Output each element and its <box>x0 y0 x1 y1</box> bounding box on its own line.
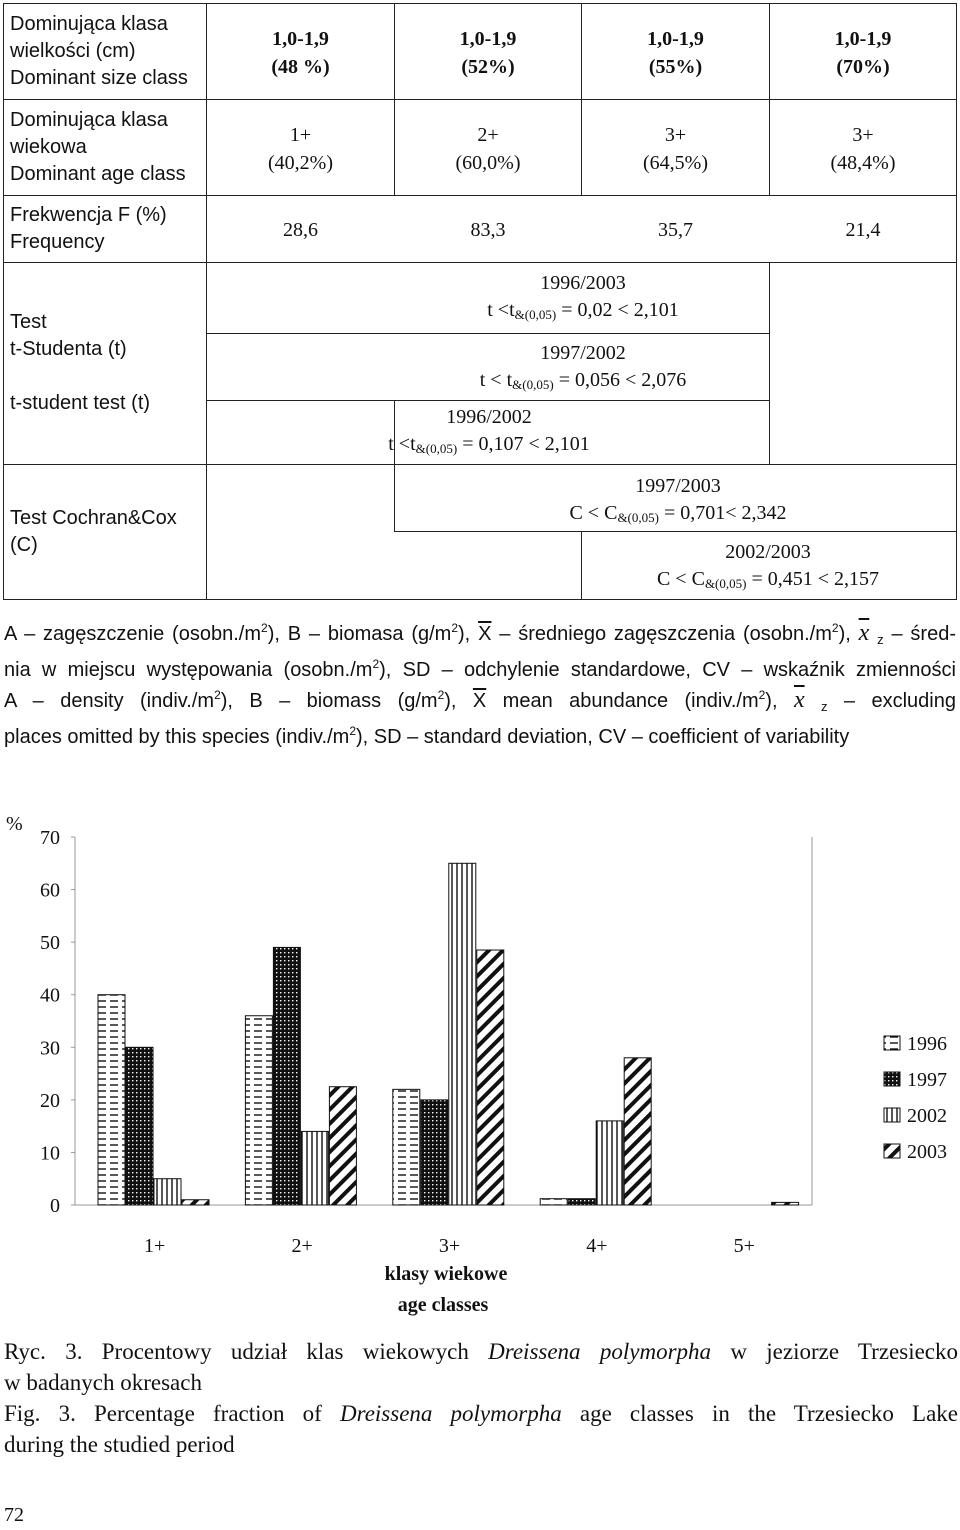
caption-pl-line: w badanych okresach <box>4 1370 202 1395</box>
bar-2003 <box>182 1200 209 1205</box>
age-class-cell: 3+ (64,5%) <box>643 124 708 174</box>
caption-en-line: Fig. 3. Percentage fraction of Dreissena polymorpha age classes in the Trzesiecko Lake <box>4 1401 959 1426</box>
bar-2002 <box>301 1131 328 1205</box>
legend-label-1997: 1997 <box>907 1069 947 1091</box>
legend-swatch-2003 <box>884 1144 900 1158</box>
bar-1996 <box>393 1089 420 1205</box>
caption-pl-line: Ryc. 3. Procentowy udział klas wiekowych Dreissena polymorpha w jeziorze Trzesiecko <box>4 1339 959 1364</box>
y-tick-label: 20 <box>40 1089 60 1112</box>
bar-1996 <box>98 995 125 1205</box>
bar-1996 <box>245 1016 272 1205</box>
y-unit-label: % <box>6 813 23 835</box>
row-label-size-class: Dominująca klasa wielkości (cm) Dominant size class <box>10 13 188 89</box>
age-class-cell: 3+ (48,4%) <box>830 124 896 174</box>
bar-2003 <box>477 950 504 1205</box>
bar-2002 <box>154 1179 181 1205</box>
x-tick-label: 3+ <box>438 1235 461 1257</box>
y-tick-label: 30 <box>40 1037 60 1060</box>
statistics-table <box>3 3 957 600</box>
size-class-cell: 1,0-1,9 (55%) <box>647 28 704 78</box>
x-axis-label-en: age classes <box>397 1294 489 1316</box>
frequency-cell: 28,6 <box>283 219 318 241</box>
y-tick-label: 60 <box>40 879 60 902</box>
legend-swatch-1997 <box>884 1072 900 1086</box>
bar-2002 <box>596 1121 623 1205</box>
bar-2003 <box>624 1058 651 1205</box>
row-label-t-test: Test t-Studenta (t) t-student test (t) <box>10 311 151 414</box>
note-line-pl: nia w miejscu występowania $(osobn./m^2)$, SD – odchylenie standardowe, CV – wskaźnik zmienności <box>4 657 956 681</box>
age-class-cell: 1+ (40,2%) <box>268 124 333 174</box>
x-tick-label: 4+ <box>586 1235 608 1257</box>
page-number: 72 <box>4 1504 24 1526</box>
note-line-en: places omitted by this species $(indiv./m^2)$, SD – standard deviation, CV – coefficient of variability <box>4 724 850 748</box>
y-tick-label: 0 <box>50 1195 60 1217</box>
x-tick-label: 1+ <box>144 1235 166 1257</box>
frequency-cell: 35,7 <box>658 219 693 241</box>
y-tick-label: 50 <box>40 932 60 955</box>
size-class-cell: 1,0-1,9 (52%) <box>459 28 517 78</box>
bar-1997 <box>421 1100 448 1205</box>
y-tick-label: 40 <box>40 984 60 1007</box>
bar-2002 <box>449 863 476 1205</box>
caption-en-line: during the studied period <box>4 1432 235 1457</box>
table-notes <box>4 618 956 752</box>
bar-1996 <box>540 1199 567 1205</box>
row-label-cochran: Test Cochran&Cox (C) <box>10 507 177 556</box>
bar-2003 <box>772 1202 799 1205</box>
legend-swatch-2002 <box>884 1108 900 1122</box>
size-class-cell: 1,0-1,9 (70%) <box>834 28 892 78</box>
note-line-pl: A – zagęszczenie $(osobn./m^2)$, B – biomasa $(g/m^2)$, $\overline{X}$ – średniego zagęszczenia $(osobn./m^2)$, $\overline{x}$ $_z$ – śred- <box>4 620 956 647</box>
x-tick-label: 5+ <box>733 1235 755 1257</box>
bar-1997 <box>126 1047 153 1205</box>
bar-2003 <box>329 1087 356 1205</box>
size-class-cell: 1,0-1,9 (48 %) <box>271 28 330 78</box>
legend-label-2002: 2002 <box>907 1105 947 1127</box>
t-test-result: 1997/2002 $t < t_{\&(0,05)} = 0,056 < 2,076$ <box>479 342 687 392</box>
bar-1997 <box>273 947 300 1205</box>
age-class-bar-chart <box>0 800 960 1330</box>
x-tick-label: 2+ <box>291 1235 313 1257</box>
frequency-cell: 83,3 <box>470 219 506 241</box>
frequency-cell: 21,4 <box>845 219 881 241</box>
y-tick-label: 10 <box>40 1142 60 1165</box>
figure-caption <box>4 1336 958 1460</box>
cochran-test-result: 1997/2003 $C < C_{\&(0,05)} = 0,701< 2,342$ <box>569 475 787 525</box>
legend-label-1996: 1996 <box>907 1033 947 1055</box>
t-test-result: 1996/2003 $t <t_{\&(0,05)} = 0,02 < 2,101$ <box>487 272 679 322</box>
cochran-test-result: 2002/2003 $C < C_{\&(0,05)} = 0,451 < 2,157$ <box>656 541 880 591</box>
legend-swatch-1996 <box>884 1036 900 1050</box>
t-test-result: 1996/2002 $t <t_{\&(0,05)} = 0,107 < 2,101$ <box>388 406 590 456</box>
age-class-cell: 2+ (60,0%) <box>455 124 521 174</box>
y-tick-label: 70 <box>40 827 60 849</box>
row-label-frequency: Frekwencja F (%) Frequency <box>10 204 167 253</box>
bar-1997 <box>568 1199 595 1205</box>
x-axis-label-pl: klasy wiekowe <box>384 1263 508 1285</box>
legend-label-2003: 2003 <box>907 1141 947 1163</box>
note-line-en: A – density $(indiv./m^2)$, B – biomass $(g/m^2)$, $\overline{X}$ mean abundance $(indiv./m^2)$, $\overline{x}$ $_z$ – excluding <box>4 687 956 714</box>
row-label-age-class: Dominująca klasa wiekowa Dominant age class <box>10 109 186 185</box>
